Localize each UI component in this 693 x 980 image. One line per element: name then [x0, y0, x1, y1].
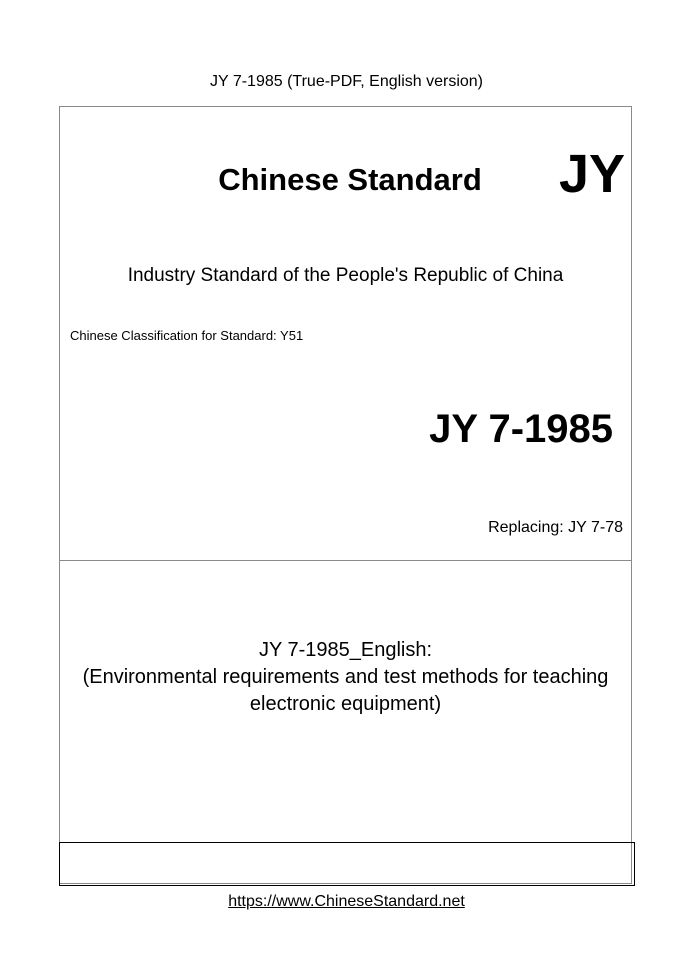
replacing-text: Replacing: JY 7-78: [488, 519, 623, 536]
cover-frame: [59, 106, 632, 884]
footer-box: [59, 842, 635, 886]
english-title: [59, 637, 632, 718]
classification-text: Chinese Classification for Standard: Y51: [70, 328, 304, 343]
standard-number: JY 7-1985: [429, 407, 613, 451]
website-link[interactable]: https://www.ChineseStandard.net: [228, 893, 465, 910]
standard-code: JY: [558, 144, 625, 204]
english-title-line: JY 7-1985_English:: [258, 639, 433, 661]
cover-subtitle: Industry Standard of the People's Republic of China: [127, 265, 564, 286]
cover-title: Chinese Standard: [218, 162, 482, 197]
english-title-line: electronic equipment): [249, 693, 442, 715]
page-header: JY 7-1985 (True-PDF, English version): [210, 73, 483, 90]
english-title-line: (Environmental requirements and test methods for teaching: [82, 666, 609, 688]
section-divider: [59, 560, 632, 561]
